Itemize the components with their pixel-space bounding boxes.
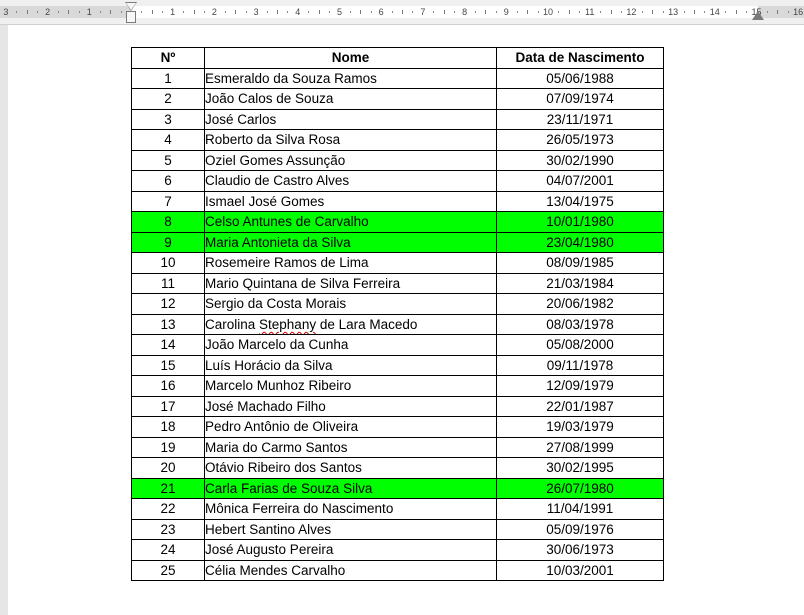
ruler-number: 1 (170, 7, 176, 17)
cell-date[interactable]: 08/03/1978 (497, 314, 664, 335)
ruler-tick (194, 10, 195, 14)
ruler-tick (360, 10, 361, 14)
table-row (132, 68, 664, 89)
ruler-number: 7 (420, 7, 426, 17)
table-row (132, 560, 664, 581)
ruler-tick (152, 10, 153, 14)
cell-name[interactable]: José Carlos (205, 109, 497, 130)
table-row (132, 191, 664, 212)
ruler-dot (621, 11, 622, 13)
cell-date[interactable]: 23/11/1971 (497, 109, 664, 130)
ruler-dot (746, 11, 747, 13)
ruler-dot (308, 11, 309, 13)
cell-date[interactable]: 21/03/1984 (497, 273, 664, 294)
ruler-tick (235, 10, 236, 14)
ruler-dot (725, 11, 726, 13)
table-row-highlighted (132, 232, 664, 253)
cell-date[interactable]: 30/02/1990 (497, 150, 664, 171)
cell-date[interactable]: 19/03/1979 (497, 417, 664, 438)
cell-num[interactable]: 14 (132, 335, 205, 356)
ruler-dot (204, 11, 205, 13)
cell-num[interactable]: 18 (132, 417, 205, 438)
ruler-number: 2 (211, 7, 217, 17)
cell-num[interactable]: 12 (132, 294, 205, 315)
ruler-dot (225, 11, 226, 13)
birthdate-table[interactable] (131, 47, 664, 581)
ruler-dot (558, 11, 559, 13)
ruler-dot (392, 11, 393, 13)
ruler-dot (684, 11, 685, 13)
ruler-tick (485, 10, 486, 14)
cell-name[interactable]: Esmeraldo da Souza Ramos (205, 68, 497, 89)
ruler-dot (767, 11, 768, 13)
ruler-number: 11 (585, 7, 595, 17)
ruler-dot (350, 11, 351, 13)
cell-name[interactable]: Ismael José Gomes (205, 191, 497, 212)
cell-date[interactable]: 22/01/1987 (497, 396, 664, 417)
table-row (132, 314, 664, 335)
cell-date[interactable]: 10/03/2001 (497, 560, 664, 581)
ruler-dot (100, 11, 101, 13)
ruler-tick (611, 10, 612, 14)
table-row (132, 458, 664, 479)
table-row (132, 417, 664, 438)
header-num[interactable]: Nº (132, 48, 205, 69)
cell-date[interactable]: 12/09/1979 (497, 376, 664, 397)
cell-name[interactable] (205, 314, 497, 335)
cell-num[interactable]: 11 (132, 273, 205, 294)
ruler-left-margin (0, 6, 131, 18)
cell-date[interactable]: 26/05/1973 (497, 130, 664, 151)
ruler-tick (652, 10, 653, 14)
ruler-tick (110, 10, 111, 14)
ruler-number: 4 (295, 7, 301, 17)
ruler-number: 3 (3, 7, 9, 17)
ruler-tick (736, 10, 737, 14)
ruler-number: 1 (86, 7, 92, 17)
cell-name[interactable]: Sergio da Costa Morais (205, 294, 497, 315)
cell-name[interactable]: Carla Farias de Souza Silva (205, 478, 497, 499)
ruler-tick (319, 10, 320, 14)
cell-name[interactable]: José Machado Filho (205, 396, 497, 417)
cell-date[interactable]: 05/08/2000 (497, 335, 664, 356)
table-row (132, 253, 664, 274)
table-row-highlighted (132, 478, 664, 499)
ruler-tick (569, 10, 570, 14)
cell-name[interactable]: Maria Antonieta da Silva (205, 232, 497, 253)
ruler-tick (402, 10, 403, 14)
table-row-highlighted (132, 212, 664, 233)
table-row (132, 540, 664, 561)
ruler-dot (58, 11, 59, 13)
ruler-dot (663, 11, 664, 13)
cell-num[interactable]: 15 (132, 355, 205, 376)
cell-name[interactable]: Hebert Santino Alves (205, 519, 497, 540)
right-indent-marker[interactable] (752, 11, 764, 20)
cell-name[interactable]: José Augusto Pereira (205, 540, 497, 561)
horizontal-ruler[interactable] (0, 0, 804, 25)
table-body (132, 68, 664, 581)
table-row (132, 376, 664, 397)
table-row (132, 89, 664, 110)
cell-name[interactable]: João Calos de Souza (205, 89, 497, 110)
ruler-tick (527, 10, 528, 14)
cell-name[interactable]: Mônica Ferreira do Nascimento (205, 499, 497, 520)
ruler-number: 3 (253, 7, 259, 17)
ruler-number: 16 (793, 7, 804, 17)
cell-name[interactable]: Claudio de Castro Alves (205, 171, 497, 192)
cell-num[interactable]: 7 (132, 191, 205, 212)
cell-date[interactable]: 08/09/1985 (497, 253, 664, 274)
header-date[interactable]: Data de Nascimento (497, 48, 664, 69)
table-row (132, 396, 664, 417)
ruler-number: 15 (751, 7, 762, 17)
first-line-indent-marker[interactable] (126, 3, 136, 10)
table-row (132, 499, 664, 520)
cell-name[interactable]: Oziel Gomes Assunção (205, 150, 497, 171)
cell-name[interactable]: Otávio Ribeiro dos Santos (205, 458, 497, 479)
cell-date[interactable]: 09/11/1978 (497, 355, 664, 376)
cell-num[interactable]: 20 (132, 458, 205, 479)
ruler-number: 9 (503, 7, 509, 17)
cell-date[interactable]: 23/04/1980 (497, 232, 664, 253)
ruler-dot (267, 11, 268, 13)
ruler-dot (600, 11, 601, 13)
table-row (132, 355, 664, 376)
table-row (132, 171, 664, 192)
cell-num[interactable]: 3 (132, 109, 205, 130)
ruler-dot (579, 11, 580, 13)
ruler-dot (454, 11, 455, 13)
cell-date[interactable]: 07/09/1974 (497, 89, 664, 110)
cell-date[interactable]: 05/09/1976 (497, 519, 664, 540)
cell-num[interactable]: 9 (132, 232, 205, 253)
cell-name[interactable]: Luís Horácio da Silva (205, 355, 497, 376)
ruler-dot (37, 11, 38, 13)
ruler-number: 10 (542, 7, 554, 17)
name-part: de Lara Macedo (316, 316, 418, 332)
cell-num[interactable]: 13 (132, 314, 205, 335)
table-row (132, 130, 664, 151)
table-row (132, 150, 664, 171)
ruler-number: 2 (45, 7, 51, 17)
ruler-dot (496, 11, 497, 13)
cell-name[interactable]: Celso Antunes de Carvalho (205, 212, 497, 233)
cell-name[interactable]: Marcelo Munhoz Ribeiro (205, 376, 497, 397)
ruler-dot (371, 11, 372, 13)
table-row (132, 273, 664, 294)
table-header-row (132, 48, 664, 69)
cell-num[interactable]: 5 (132, 150, 205, 171)
cell-num[interactable]: 21 (132, 478, 205, 499)
ruler-number: 14 (709, 7, 720, 17)
cell-name[interactable]: Pedro Antônio de Oliveira (205, 417, 497, 438)
ruler-tick (27, 10, 28, 14)
ruler-dot (329, 11, 330, 13)
cell-num[interactable]: 17 (132, 396, 205, 417)
ruler-tick (277, 10, 278, 14)
cell-num[interactable]: 19 (132, 437, 205, 458)
left-indent-marker[interactable] (126, 11, 136, 23)
cell-num[interactable]: 1 (132, 68, 205, 89)
cell-num[interactable]: 16 (132, 376, 205, 397)
cell-name[interactable]: Rosemeire Ramos de Lima (205, 253, 497, 274)
ruler-number: 13 (668, 7, 679, 17)
cell-date[interactable]: 30/02/1995 (497, 458, 664, 479)
cell-name[interactable]: Roberto da Silva Rosa (205, 130, 497, 151)
ruler-dot (517, 11, 518, 13)
ruler-dot (287, 11, 288, 13)
cell-date[interactable]: 26/07/1980 (497, 478, 664, 499)
cell-num[interactable]: 25 (132, 560, 205, 581)
cell-num[interactable]: 24 (132, 540, 205, 561)
ruler-tick (694, 10, 695, 14)
name-part: Carolina (205, 316, 260, 332)
cell-date[interactable]: 27/08/1999 (497, 437, 664, 458)
ruler-dot (433, 11, 434, 13)
ruler-dot (538, 11, 539, 13)
ruler-dot (79, 11, 80, 13)
misspelled-word: Stephany (259, 316, 317, 332)
cell-name[interactable]: Mario Quintana de Silva Ferreira (205, 273, 497, 294)
ruler-dot (642, 11, 643, 13)
cell-date[interactable]: 05/06/1988 (497, 68, 664, 89)
cell-num[interactable]: 23 (132, 519, 205, 540)
cell-name[interactable]: João Marcelo da Cunha (205, 335, 497, 356)
cell-num[interactable]: 22 (132, 499, 205, 520)
cell-num[interactable]: 6 (132, 171, 205, 192)
ruler-tick (444, 10, 445, 14)
ruler-dot (141, 11, 142, 13)
cell-date[interactable]: 04/07/2001 (497, 171, 664, 192)
cell-num[interactable]: 2 (132, 89, 205, 110)
cell-date[interactable]: 13/04/1975 (497, 191, 664, 212)
ruler-dot (16, 11, 17, 13)
ruler-tick (68, 10, 69, 14)
ruler-dot (183, 11, 184, 13)
ruler-tick (777, 10, 778, 14)
cell-date[interactable]: 10/01/1980 (497, 212, 664, 233)
table-row (132, 109, 664, 130)
ruler-dot (788, 11, 789, 13)
ruler-number: 5 (336, 7, 343, 17)
cell-date[interactable]: 11/04/1991 (497, 499, 664, 520)
ruler-dot (162, 11, 163, 13)
ruler-dot (704, 11, 705, 13)
cell-date[interactable]: 20/06/1982 (497, 294, 664, 315)
ruler-dot (121, 11, 122, 13)
cell-num[interactable]: 8 (132, 212, 205, 233)
ruler-dot (475, 11, 476, 13)
cell-num[interactable]: 10 (132, 253, 205, 274)
header-name[interactable]: Nome (205, 48, 497, 69)
table-row (132, 294, 664, 315)
cell-name[interactable]: Maria do Carmo Santos (205, 437, 497, 458)
ruler-number: 6 (378, 7, 384, 17)
ruler-dot (246, 11, 247, 13)
table-row (132, 335, 664, 356)
table-row (132, 519, 664, 540)
ruler-dot (412, 11, 413, 13)
ruler-number: 12 (626, 7, 637, 17)
table-row (132, 437, 664, 458)
cell-num[interactable]: 4 (132, 130, 205, 151)
cell-name[interactable]: Célia Mendes Carvalho (205, 560, 497, 581)
cell-date[interactable]: 30/06/1973 (497, 540, 664, 561)
ruler-number: 8 (462, 7, 468, 17)
